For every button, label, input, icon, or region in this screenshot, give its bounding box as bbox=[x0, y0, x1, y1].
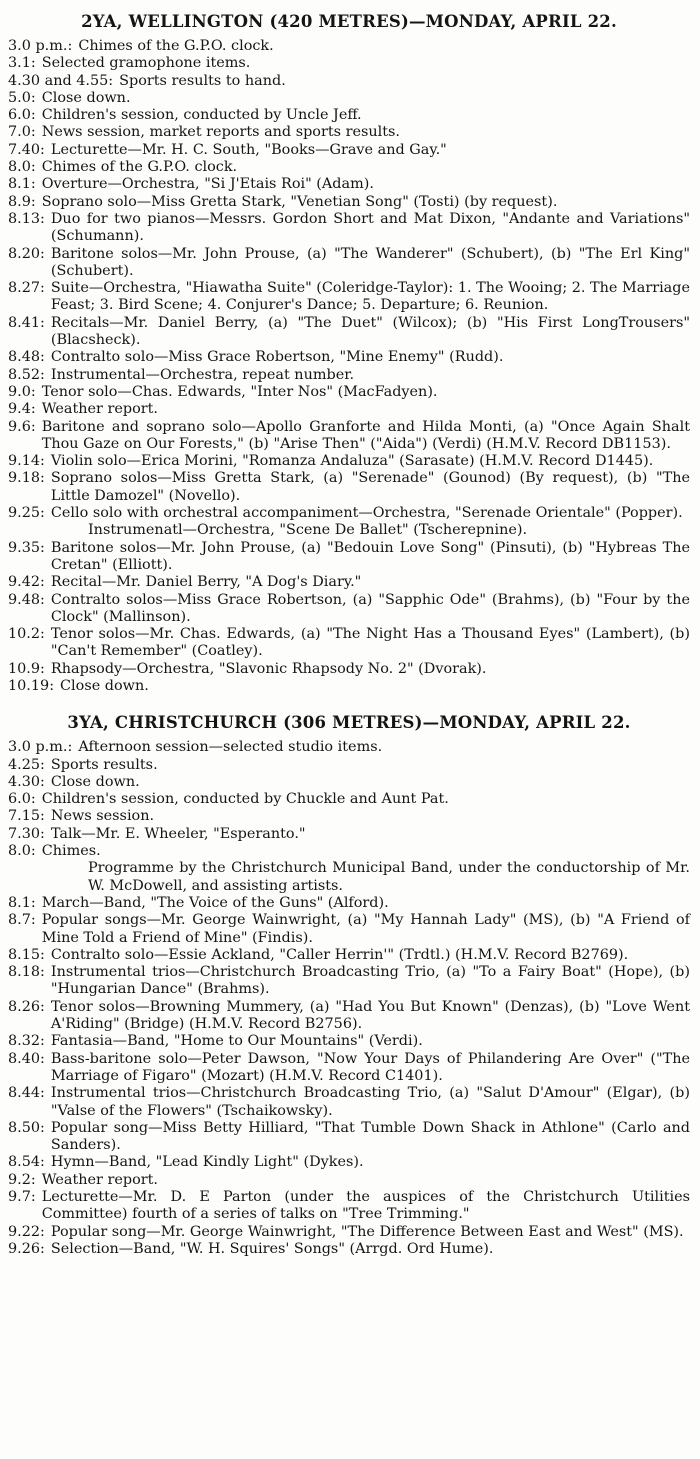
item-description: Instrumental trios—Christchurch Broadcasting Trio, (a) "To a Fairy Boat" (Hope), (b) "Hungarian Dance" (Brahms). bbox=[50, 964, 690, 998]
item-description: Close down. bbox=[50, 773, 140, 790]
item-description: Contralto solo—Essie Ackland, "Caller Herrin'" (Trdtl.) (H.M.V. Record B2769). bbox=[50, 946, 629, 963]
programme-item bbox=[8, 1172, 690, 1189]
programme-item bbox=[8, 419, 690, 454]
item-description: March—Band, "The Voice of the Guns" (Alford). bbox=[41, 894, 389, 911]
item-description: Weather report. bbox=[41, 1171, 158, 1188]
item-time: 8.1: bbox=[8, 894, 36, 911]
item-time: 8.48: bbox=[8, 349, 45, 366]
programme-item bbox=[8, 367, 690, 384]
item-time: 9.2: bbox=[8, 1171, 36, 1188]
programme-list bbox=[8, 38, 690, 695]
item-description: Soprano solo—Miss Gretta Stark, "Venetian Song" (Tosti) (by request). bbox=[41, 193, 558, 210]
item-time: 10.19: bbox=[8, 677, 55, 694]
item-description: News session, market reports and sports results. bbox=[41, 124, 400, 141]
item-description: Bass-baritone solo—Peter Dawson, "Now Your Days of Philandering Are Over" ("The Marriage of Figaro" (Mozart) (H.M.V. Record C1401). bbox=[50, 1050, 690, 1084]
item-description: Baritone solos—Mr. John Prouse, (a) "The Wanderer" (Schubert), (b) "The Erl King" (Schubert). bbox=[50, 245, 690, 279]
item-time: 9.0: bbox=[8, 383, 36, 400]
item-time: 8.54: bbox=[8, 1154, 45, 1171]
programme-item bbox=[8, 791, 690, 808]
item-description: Cello solo with orchestral accompaniment—Orchestra, "Serenade Orientale" (Popper). bbox=[50, 505, 683, 522]
item-time: 8.32: bbox=[8, 1033, 45, 1050]
programme-item bbox=[8, 384, 690, 401]
item-time: 4.30 and 4.55: bbox=[8, 72, 114, 89]
item-time: 9.6: bbox=[8, 418, 36, 435]
item-description: Overture—Orchestra, "Si J'Etais Roi" (Adam). bbox=[41, 176, 374, 193]
item-time: 3.0 p.m.: bbox=[8, 739, 73, 756]
item-description: Suite—Orchestra, "Hiawatha Suite" (Coleridge-Taylor): 1. The Wooing; 2. The Marriage Feast; 3. Bird Scene; 4. Conjurer's Dance; 5. Departure; 6. Reunion. bbox=[50, 280, 690, 314]
programme-item bbox=[8, 1224, 690, 1241]
programme-item bbox=[8, 739, 690, 756]
item-note: Programme by the Christchurch Municipal Band, under the conductorship of Mr. W. McDowell, and assisting artists. bbox=[88, 860, 690, 894]
programme-item bbox=[8, 246, 690, 281]
programme-item bbox=[8, 592, 690, 627]
programme-item bbox=[8, 808, 690, 825]
item-time: 8.0: bbox=[8, 159, 36, 176]
programme-item bbox=[8, 1154, 690, 1171]
item-description: Recitals—Mr. Daniel Berry, (a) "The Duet" (Wilcox); (b) "His First LongTrousers" (Blacsheck). bbox=[50, 314, 690, 349]
item-time: 8.20: bbox=[8, 245, 45, 262]
item-description: Sports results. bbox=[50, 756, 158, 773]
programme-item bbox=[8, 757, 690, 774]
item-time: 9.7: bbox=[8, 1189, 36, 1205]
item-description: Baritone solos—Mr. John Prouse, (a) "Bedouin Love Song" (Pinsuti), (b) "Hybreas The Cretan" (Elliott). bbox=[50, 539, 690, 573]
item-time: 7.15: bbox=[8, 808, 45, 825]
programme-item bbox=[8, 947, 690, 964]
programme-item bbox=[8, 540, 690, 575]
item-description: Lecturette—Mr. D. E Parton (under the auspices of the Christchurch Utilities Committee) fourth of a series of talks on "Tree Trimming." bbox=[41, 1189, 690, 1223]
programme-item bbox=[8, 38, 690, 55]
item-description: Chimes of the G.P.O. clock. bbox=[41, 159, 238, 176]
item-description: Close down. bbox=[60, 677, 149, 694]
item-description: Chimes. bbox=[41, 843, 101, 860]
programme-item bbox=[8, 194, 690, 211]
section-3ya bbox=[8, 713, 690, 1258]
item-description: Close down. bbox=[41, 89, 131, 106]
programme-item bbox=[8, 470, 690, 505]
programme-item bbox=[8, 895, 690, 912]
item-description: Tenor solos—Browning Mummery, (a) "Had You But Known" (Denzas), (b) "Love Went A'Riding" (Bridge) (H.M.V. Record B2756). bbox=[50, 998, 690, 1033]
item-description: Sports results to hand. bbox=[119, 72, 286, 89]
item-description: Hymn—Band, "Lead Kindly Light" (Dykes). bbox=[50, 1154, 364, 1171]
item-description: Selection—Band, "W. H. Squires' Songs" (Arrgd. Ord Hume). bbox=[50, 1240, 494, 1257]
programme-item bbox=[8, 1033, 690, 1050]
item-time: 8.50: bbox=[8, 1119, 45, 1136]
programme-item bbox=[8, 574, 690, 591]
item-description: Tenor solos—Mr. Chas. Edwards, (a) "The Night Has a Thousand Eyes" (Lambert), (b) "Can't Remember" (Coatley). bbox=[50, 626, 690, 660]
programme-item bbox=[8, 90, 690, 107]
item-time: 9.26: bbox=[8, 1240, 45, 1257]
programme-item bbox=[8, 1189, 690, 1224]
item-time: 5.0: bbox=[8, 89, 36, 106]
item-description: Soprano solos—Miss Gretta Stark, (a) "Serenade" (Gounod) (By request), (b) "The Little Damozel" (Novello). bbox=[50, 470, 690, 504]
programme-item bbox=[8, 176, 690, 193]
item-time: 8.7: bbox=[8, 912, 36, 929]
item-time: 4.25: bbox=[8, 756, 45, 773]
item-time: 6.0: bbox=[8, 791, 36, 808]
item-time: 4.30: bbox=[8, 773, 45, 790]
item-description: Lecturette—Mr. H. C. South, "Books—Grave and Gay." bbox=[50, 141, 447, 158]
programme-list bbox=[8, 739, 690, 1258]
item-description: Popular song—Miss Betty Hilliard, "That Tumble Down Shack in Athlone" (Carlo and Sanders). bbox=[50, 1119, 690, 1154]
programme-item bbox=[8, 349, 690, 366]
item-time: 10.2: bbox=[8, 626, 45, 643]
item-description: Children's session, conducted by Chuckle and Aunt Pat. bbox=[41, 791, 449, 808]
item-time: 8.40: bbox=[8, 1050, 45, 1067]
item-description: Instrumental—Orchestra, repeat number. bbox=[50, 366, 355, 383]
programme-item bbox=[8, 843, 690, 860]
item-time: 9.25: bbox=[8, 505, 45, 522]
item-description: Duo for two pianos—Messrs. Gordon Short and Mat Dixon, "Andante and Variations" (Schumann). bbox=[50, 210, 690, 245]
programme-item bbox=[8, 1241, 690, 1258]
programme-item bbox=[8, 1085, 690, 1120]
programme-item bbox=[8, 774, 690, 791]
item-time: 9.18: bbox=[8, 470, 45, 487]
item-time: 9.4: bbox=[8, 401, 36, 418]
item-description: Contralto solo—Miss Grace Robertson, "Mine Enemy" (Rudd). bbox=[50, 349, 504, 366]
programme-item bbox=[8, 211, 690, 246]
section-heading: 3YA, CHRISTCHURCH (306 METRES)—MONDAY, APRIL 22. bbox=[67, 713, 631, 733]
programme-item bbox=[8, 661, 690, 678]
item-description: Popular song—Mr. George Wainwright, "The Difference Between East and West" (MS). bbox=[50, 1223, 684, 1240]
programme-item bbox=[8, 315, 690, 350]
item-time: 8.44: bbox=[8, 1085, 45, 1102]
programme-item bbox=[8, 401, 690, 418]
item-description: Recital—Mr. Daniel Berry, "A Dog's Diary." bbox=[50, 574, 362, 591]
item-description: Popular songs—Mr. George Wainwright, (a) "My Hannah Lady" (MS), (b) "A Friend of Mine Told a Friend of Mine" (Findis). bbox=[41, 912, 690, 946]
programme-item bbox=[8, 678, 690, 695]
item-description: Instrumental trios—Christchurch Broadcasting Trio, (a) "Salut D'Amour" (Elgar), (b) "Valse of the Flowers" (Tschaikowsky). bbox=[50, 1085, 690, 1119]
section-2ya bbox=[8, 12, 690, 695]
item-description: Contralto solos—Miss Grace Robertson, (a) "Sapphic Ode" (Brahms), (b) "Four by the Clock" (Mallinson). bbox=[50, 591, 690, 625]
item-time: 3.0 p.m.: bbox=[8, 38, 73, 54]
programme-item bbox=[8, 280, 690, 315]
programme-item bbox=[8, 55, 690, 72]
item-time: 7.30: bbox=[8, 825, 45, 842]
item-time: 9.22: bbox=[8, 1223, 45, 1240]
item-description: Violin solo—Erica Morini, "Romanza Andaluza" (Sarasate) (H.M.V. Record D1445). bbox=[50, 453, 654, 470]
programme-item bbox=[8, 626, 690, 661]
item-time: 8.26: bbox=[8, 998, 45, 1015]
programme-item bbox=[8, 73, 690, 90]
item-time: 8.52: bbox=[8, 366, 45, 383]
item-description: Baritone and soprano solo—Apollo Granforte and Hilda Monti, (a) "Once Again Shalt Thou Gaze on Our Forests," (b) "Arise Then" ("Aida") (Verdi) (H.M.V. Record DB1153). bbox=[41, 418, 690, 452]
item-time: 10.9: bbox=[8, 660, 45, 677]
item-description: Rhapsody—Orchestra, "Slavonic Rhapsody No. 2" (Dvorak). bbox=[50, 660, 487, 677]
item-time: 8.18: bbox=[8, 964, 45, 981]
programme-item bbox=[8, 1120, 690, 1155]
section-heading: 2YA, WELLINGTON (420 METRES)—MONDAY, APRIL 22. bbox=[81, 12, 617, 31]
item-description: Weather report. bbox=[41, 401, 158, 418]
item-time: 7.0: bbox=[8, 124, 36, 141]
programme-item bbox=[8, 964, 690, 999]
item-time: 8.15: bbox=[8, 946, 45, 963]
programme-item bbox=[8, 999, 690, 1034]
programme-item bbox=[8, 505, 690, 522]
programme-item bbox=[8, 826, 690, 843]
item-time: 8.9: bbox=[8, 193, 36, 210]
item-time: 8.41: bbox=[8, 314, 45, 331]
item-time: 6.0: bbox=[8, 107, 36, 124]
item-description: Chimes of the G.P.O. clock. bbox=[78, 38, 274, 54]
item-time: 7.40: bbox=[8, 141, 45, 158]
item-time: 8.1: bbox=[8, 176, 36, 193]
item-time: 9.42: bbox=[8, 574, 45, 591]
item-time: 3.1: bbox=[8, 55, 36, 72]
programme-item bbox=[8, 453, 690, 470]
item-description: News session. bbox=[50, 808, 155, 825]
item-description: Fantasia—Band, "Home to Our Mountains" (Verdi). bbox=[50, 1033, 423, 1050]
item-description: Talk—Mr. E. Wheeler, "Esperanto." bbox=[50, 825, 306, 842]
programme-item bbox=[8, 124, 690, 141]
item-time: 8.13: bbox=[8, 210, 45, 227]
programme-item bbox=[8, 142, 690, 159]
item-time: 9.14: bbox=[8, 453, 45, 470]
programme-item bbox=[8, 107, 690, 124]
item-time: 9.35: bbox=[8, 539, 45, 556]
programme-item bbox=[8, 1051, 690, 1086]
item-note: Instrumenatl—Orchestra, "Scene De Ballet" (Tscherepnine). bbox=[88, 522, 528, 539]
item-time: 9.48: bbox=[8, 591, 45, 608]
item-description: Children's session, conducted by Uncle Jeff. bbox=[41, 107, 362, 124]
item-description: Selected gramophone items. bbox=[41, 55, 251, 72]
item-time: 8.0: bbox=[8, 843, 36, 860]
programme-item bbox=[8, 912, 690, 947]
item-description: Afternoon session—selected studio items. bbox=[78, 739, 383, 756]
item-description: Tenor solo—Chas. Edwards, "Inter Nos" (MacFadyen). bbox=[41, 383, 438, 400]
item-time: 8.27: bbox=[8, 280, 45, 297]
programme-item bbox=[8, 159, 690, 176]
